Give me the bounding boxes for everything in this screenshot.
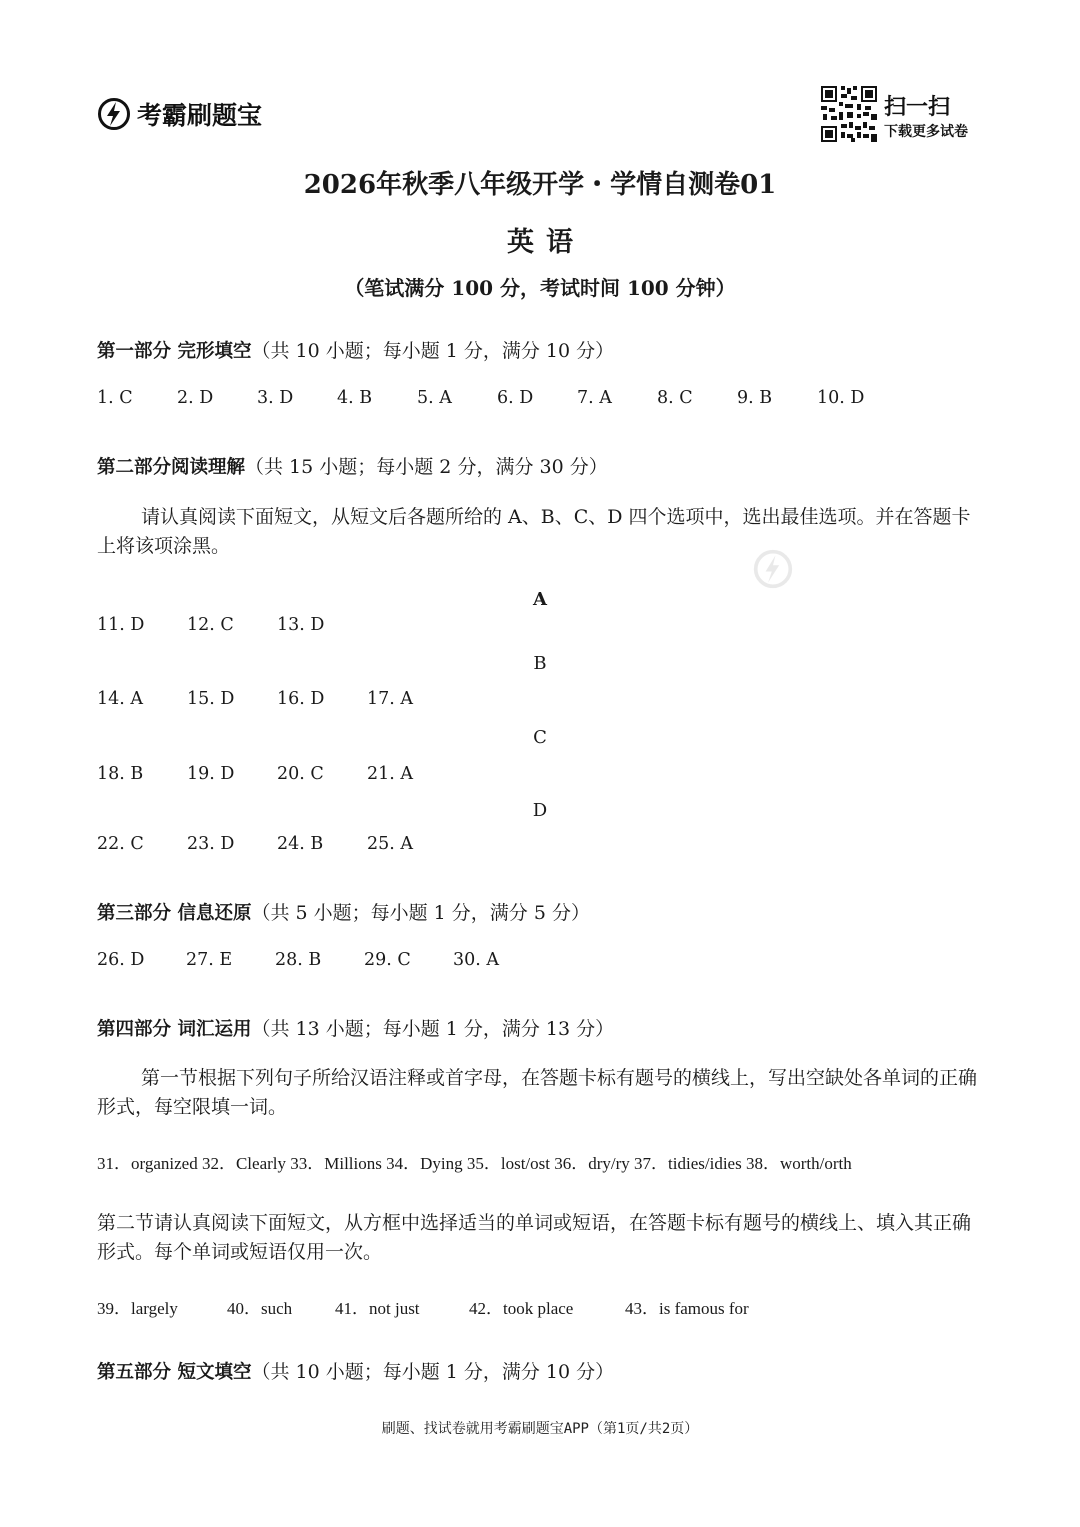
answer-item: 28. B [275, 950, 322, 970]
answer-item: 11. D [97, 615, 145, 635]
answer-item: 43．is famous for [625, 1299, 749, 1318]
answer-item: 27. E [186, 950, 233, 970]
answer-item: 42．took place [469, 1299, 574, 1318]
passage-c-answers [97, 764, 457, 784]
download-label: 下载更多试卷 [884, 124, 968, 140]
part1-note: （共 10 小题；每小题 1 分，满分 10 分） [251, 340, 615, 362]
part5-note: （共 10 小题；每小题 1 分，满分 10 分） [251, 1361, 615, 1383]
part2-heading [97, 452, 608, 479]
answer-item: 10. D [817, 388, 865, 408]
answer-item: 39．largely [97, 1299, 178, 1318]
passage-b-answers [97, 689, 457, 709]
answer-item: 26. D [97, 950, 145, 970]
part4-title: 第四部分 词汇运用 [97, 1019, 252, 1040]
exam-info: （笔试满分 100 分，考试时间 100 分钟） [344, 276, 736, 300]
part3-title: 第三部分 信息还原 [97, 903, 252, 924]
part2-title: 第二部分阅读理解 [97, 457, 246, 478]
qr-code-icon[interactable] [821, 86, 877, 142]
answer-item: 3. D [257, 388, 294, 408]
part2-instruction: 请认真阅读下面短文，从短文后各题所给的 A、B、C、D 四个选项中，选出最佳选项。并在答题卡上将该项涂黑。 [97, 506, 971, 557]
exam-title: 2026年秋季八年级开学・学情自测卷01 [303, 170, 777, 200]
answer-item: 8. C [657, 388, 693, 408]
passage-a-answers [97, 615, 367, 635]
answer-item: 25. A [367, 834, 414, 854]
answer-item: 29. C [364, 950, 411, 970]
part5-title: 第五部分 短文填空 [97, 1362, 252, 1383]
part5-heading [97, 1357, 614, 1384]
part4-section2-instruction: 第二节请认真阅读下面短文，从方框中选择适当的单词或短语，在答题卡标有题号的横线上、填入其正确形式。每个单词或短语仅用一次。 [97, 1212, 972, 1263]
scan-label: 扫一扫 [884, 95, 951, 120]
answer-item: 7. A [577, 388, 612, 408]
answer-item: 12. C [187, 615, 234, 635]
part4-section2-answers [97, 1294, 785, 1319]
part3-note: （共 5 小题；每小题 1 分，满分 5 分） [251, 902, 590, 924]
answer-item: 15. D [187, 689, 235, 709]
part4-heading [97, 1014, 614, 1041]
passage-label: B [533, 653, 547, 674]
part3-heading [97, 898, 590, 925]
answer-item: 9. B [737, 388, 773, 408]
answer-item: 2. D [177, 388, 214, 408]
brand-name: 考霸刷题宝 [137, 101, 263, 130]
answer-item: 16. D [277, 689, 325, 709]
watermark-logo-icon [752, 548, 794, 590]
answer-item: 1. C [97, 388, 133, 408]
answer-item: 41．not just [335, 1299, 420, 1318]
brand-logo [97, 96, 262, 132]
subject-title: 英语 [507, 227, 585, 258]
answer-item: 5. A [417, 388, 452, 408]
answer-item: 19. D [187, 764, 235, 784]
answer-item: 23. D [187, 834, 235, 854]
passage-label: C [533, 727, 547, 748]
answer-item: 22. C [97, 834, 144, 854]
part1-answers [97, 388, 897, 408]
part2-note: （共 15 小题；每小题 2 分，满分 30 分） [245, 456, 608, 478]
part4-section1-instruction: 第一节根据下列句子所给汉语注释或首字母，在答题卡标有题号的横线上，写出空缺处各单词的正确形式，每空限填一词。 [97, 1067, 978, 1118]
answer-item: 13. D [277, 615, 325, 635]
page-footer: 刷题、找试卷就用考霸刷题宝APP（第1页/共2页） [381, 1421, 699, 1437]
answer-item: 30. A [453, 950, 500, 970]
answer-item: 24. B [277, 834, 324, 854]
answer-item: 20. C [277, 764, 324, 784]
passage-label: D [532, 800, 548, 821]
lightning-logo-icon [97, 97, 131, 131]
answer-item: 40．such [227, 1299, 293, 1318]
answer-item: 14. A [97, 689, 144, 709]
part4-note: （共 13 小题；每小题 1 分，满分 13 分） [251, 1018, 615, 1040]
part1-title: 第一部分 完形填空 [97, 341, 252, 362]
answer-item: 17. A [367, 689, 414, 709]
passage-label: A [533, 589, 547, 610]
answer-item: 6. D [497, 388, 534, 408]
part3-answers [97, 950, 542, 970]
answer-item: 21. A [367, 764, 414, 784]
part4-section1-answers: 31．organized 32．Clearly 33．Millions 34．Dying 35．lost/ost 36．dry/ry 37．tidies/idies 38．worth/orth [97, 1154, 852, 1173]
passage-d-answers [97, 834, 457, 854]
answer-item: 18. B [97, 764, 144, 784]
part1-heading [97, 336, 614, 363]
answer-item: 4. B [337, 388, 373, 408]
